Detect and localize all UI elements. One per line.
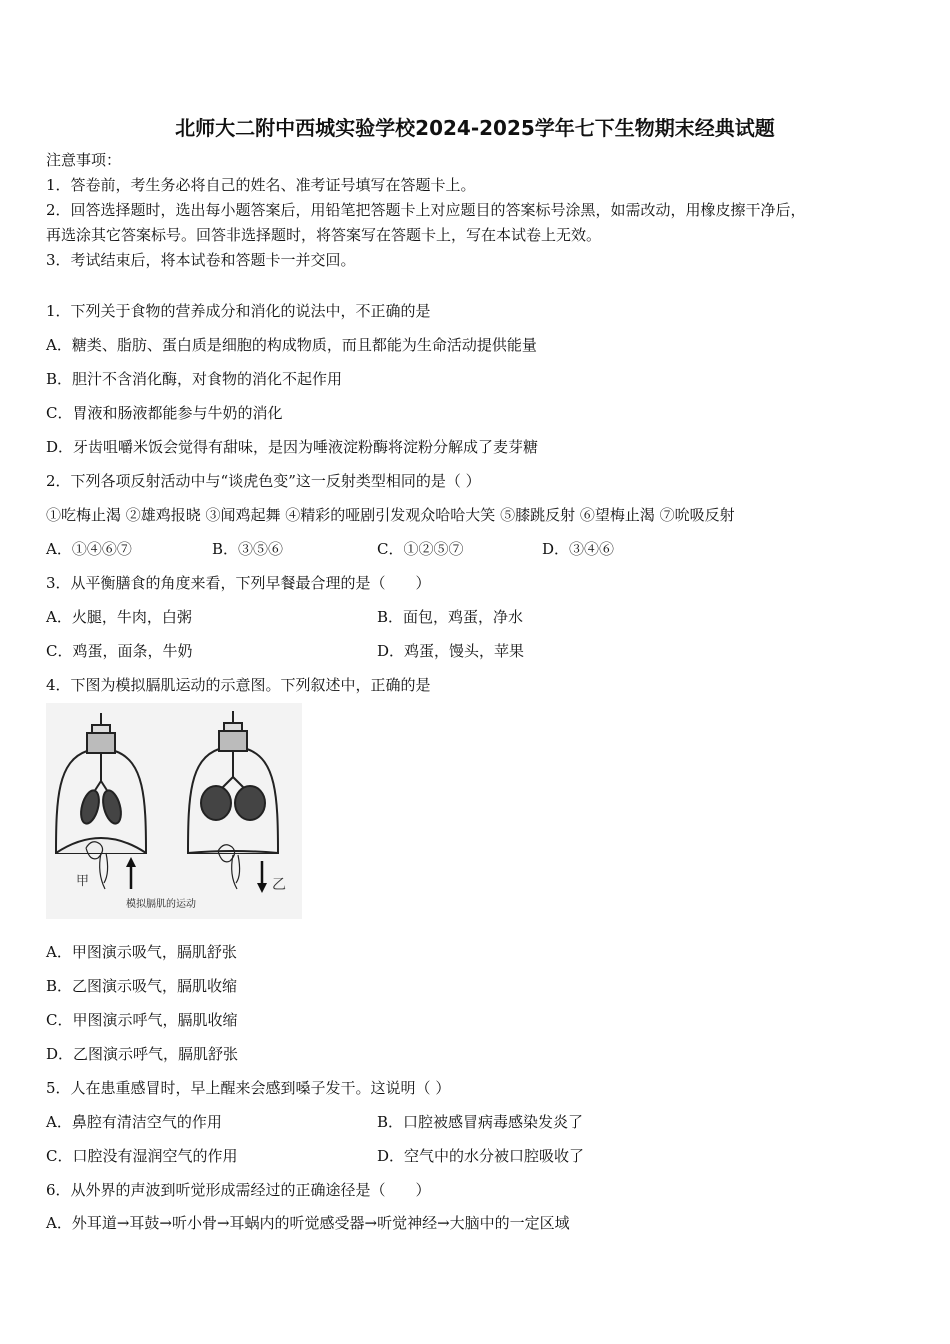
question-2-list: ①吃梅止渴 ②雄鸡报晓 ③闻鸡起舞 ④精彩的哑剧引发观众哈哈大笑 ⑤膝跳反射 ⑥望梅止渴 ⑦吮吸反射 bbox=[46, 506, 735, 524]
question-2-option-d: D．③④⑥ bbox=[542, 540, 615, 558]
diaphragm-model-illustration bbox=[46, 703, 302, 919]
question-6-option-a: A．外耳道→耳鼓→听小骨→耳蜗内的听觉感受器→听觉神经→大脑中的一定区域 bbox=[46, 1214, 570, 1232]
figure-label-right: 乙 bbox=[272, 877, 286, 893]
question-1-option-d: D．牙齿咀嚼米饭会觉得有甜味，是因为唾液淀粉酶将淀粉分解成了麦芽糖 bbox=[46, 438, 539, 456]
notice-item: 再选涂其它答案标号。回答非选择题时，将答案写在答题卡上，写在本试卷上无效。 bbox=[46, 226, 602, 244]
question-5-option-c: C．口腔没有湿润空气的作用 bbox=[46, 1147, 238, 1165]
question-3-stem: 3．从平衡膳食的角度来看，下列早餐最合理的是（ ） bbox=[46, 574, 431, 592]
question-3-option-d: D．鸡蛋，馒头，苹果 bbox=[377, 642, 525, 660]
question-2-option-b: B．③⑤⑥ bbox=[212, 540, 284, 558]
question-4-option-d: D．乙图演示呼气，膈肌舒张 bbox=[46, 1045, 239, 1063]
exam-title: 北师大二附中西城实验学校2024-2025学年七下生物期末经典试题 bbox=[175, 116, 775, 140]
figure-caption: 模拟膈肌的运动 bbox=[126, 899, 196, 910]
question-4-option-b: B．乙图演示吸气，膈肌收缩 bbox=[46, 977, 238, 995]
question-1-option-a: A．糖类、脂肪、蛋白质是细胞的构成物质，而且都能为生命活动提供能量 bbox=[46, 336, 537, 354]
notice-heading: 注意事项： bbox=[46, 151, 122, 169]
question-1-stem: 1．下列关于食物的营养成分和消化的说法中，不正确的是 bbox=[46, 302, 431, 320]
question-3-option-b: B．面包，鸡蛋，净水 bbox=[377, 608, 524, 626]
question-3-option-a: A．火腿，牛肉，白粥 bbox=[46, 608, 192, 626]
figure-label-left: 甲 bbox=[76, 874, 90, 889]
question-1-option-b: B．胆汁不含消化酶，对食物的消化不起作用 bbox=[46, 370, 343, 388]
question-5-option-d: D．空气中的水分被口腔吸收了 bbox=[377, 1147, 585, 1165]
notice-section bbox=[46, 148, 906, 273]
question-4-option-c: C．甲图演示呼气，膈肌收缩 bbox=[46, 1011, 238, 1029]
question-6-stem: 6．从外界的声波到听觉形成需经过的正确途径是（ ） bbox=[46, 1181, 431, 1199]
notice-item: 3．考试结束后，将本试卷和答题卡一并交回。 bbox=[46, 251, 356, 269]
question-1-option-c: C．胃液和肠液都能参与牛奶的消化 bbox=[46, 404, 283, 422]
question-3-option-c: C．鸡蛋，面条，牛奶 bbox=[46, 642, 193, 660]
question-2-option-a: A．①④⑥⑦ bbox=[46, 540, 132, 558]
question-5-option-b: B．口腔被感冒病毒感染发炎了 bbox=[377, 1113, 584, 1131]
question-4-stem: 4．下图为模拟膈肌运动的示意图。下列叙述中，正确的是 bbox=[46, 676, 431, 694]
question-4-option-a: A．甲图演示吸气，膈肌舒张 bbox=[46, 943, 237, 961]
diaphragm-model-figure bbox=[46, 703, 302, 919]
notice-item: 1．答卷前，考生务必将自己的姓名、准考证号填写在答题卡上。 bbox=[46, 176, 476, 194]
question-5-stem: 5．人在患重感冒时，早上醒来会感到嗓子发干。这说明（ ） bbox=[46, 1079, 451, 1097]
notice-item: 2．回答选择题时，选出每小题答案后，用铅笔把答题卡上对应题目的答案标号涂黑，如需改动，用橡皮擦干净后， bbox=[46, 201, 806, 219]
question-5-option-a: A．鼻腔有清洁空气的作用 bbox=[46, 1113, 222, 1131]
question-2-stem: 2．下列各项反射活动中与“谈虎色变”这一反射类型相同的是（ ） bbox=[46, 472, 481, 490]
question-2-option-c: C．①②⑤⑦ bbox=[377, 540, 464, 558]
